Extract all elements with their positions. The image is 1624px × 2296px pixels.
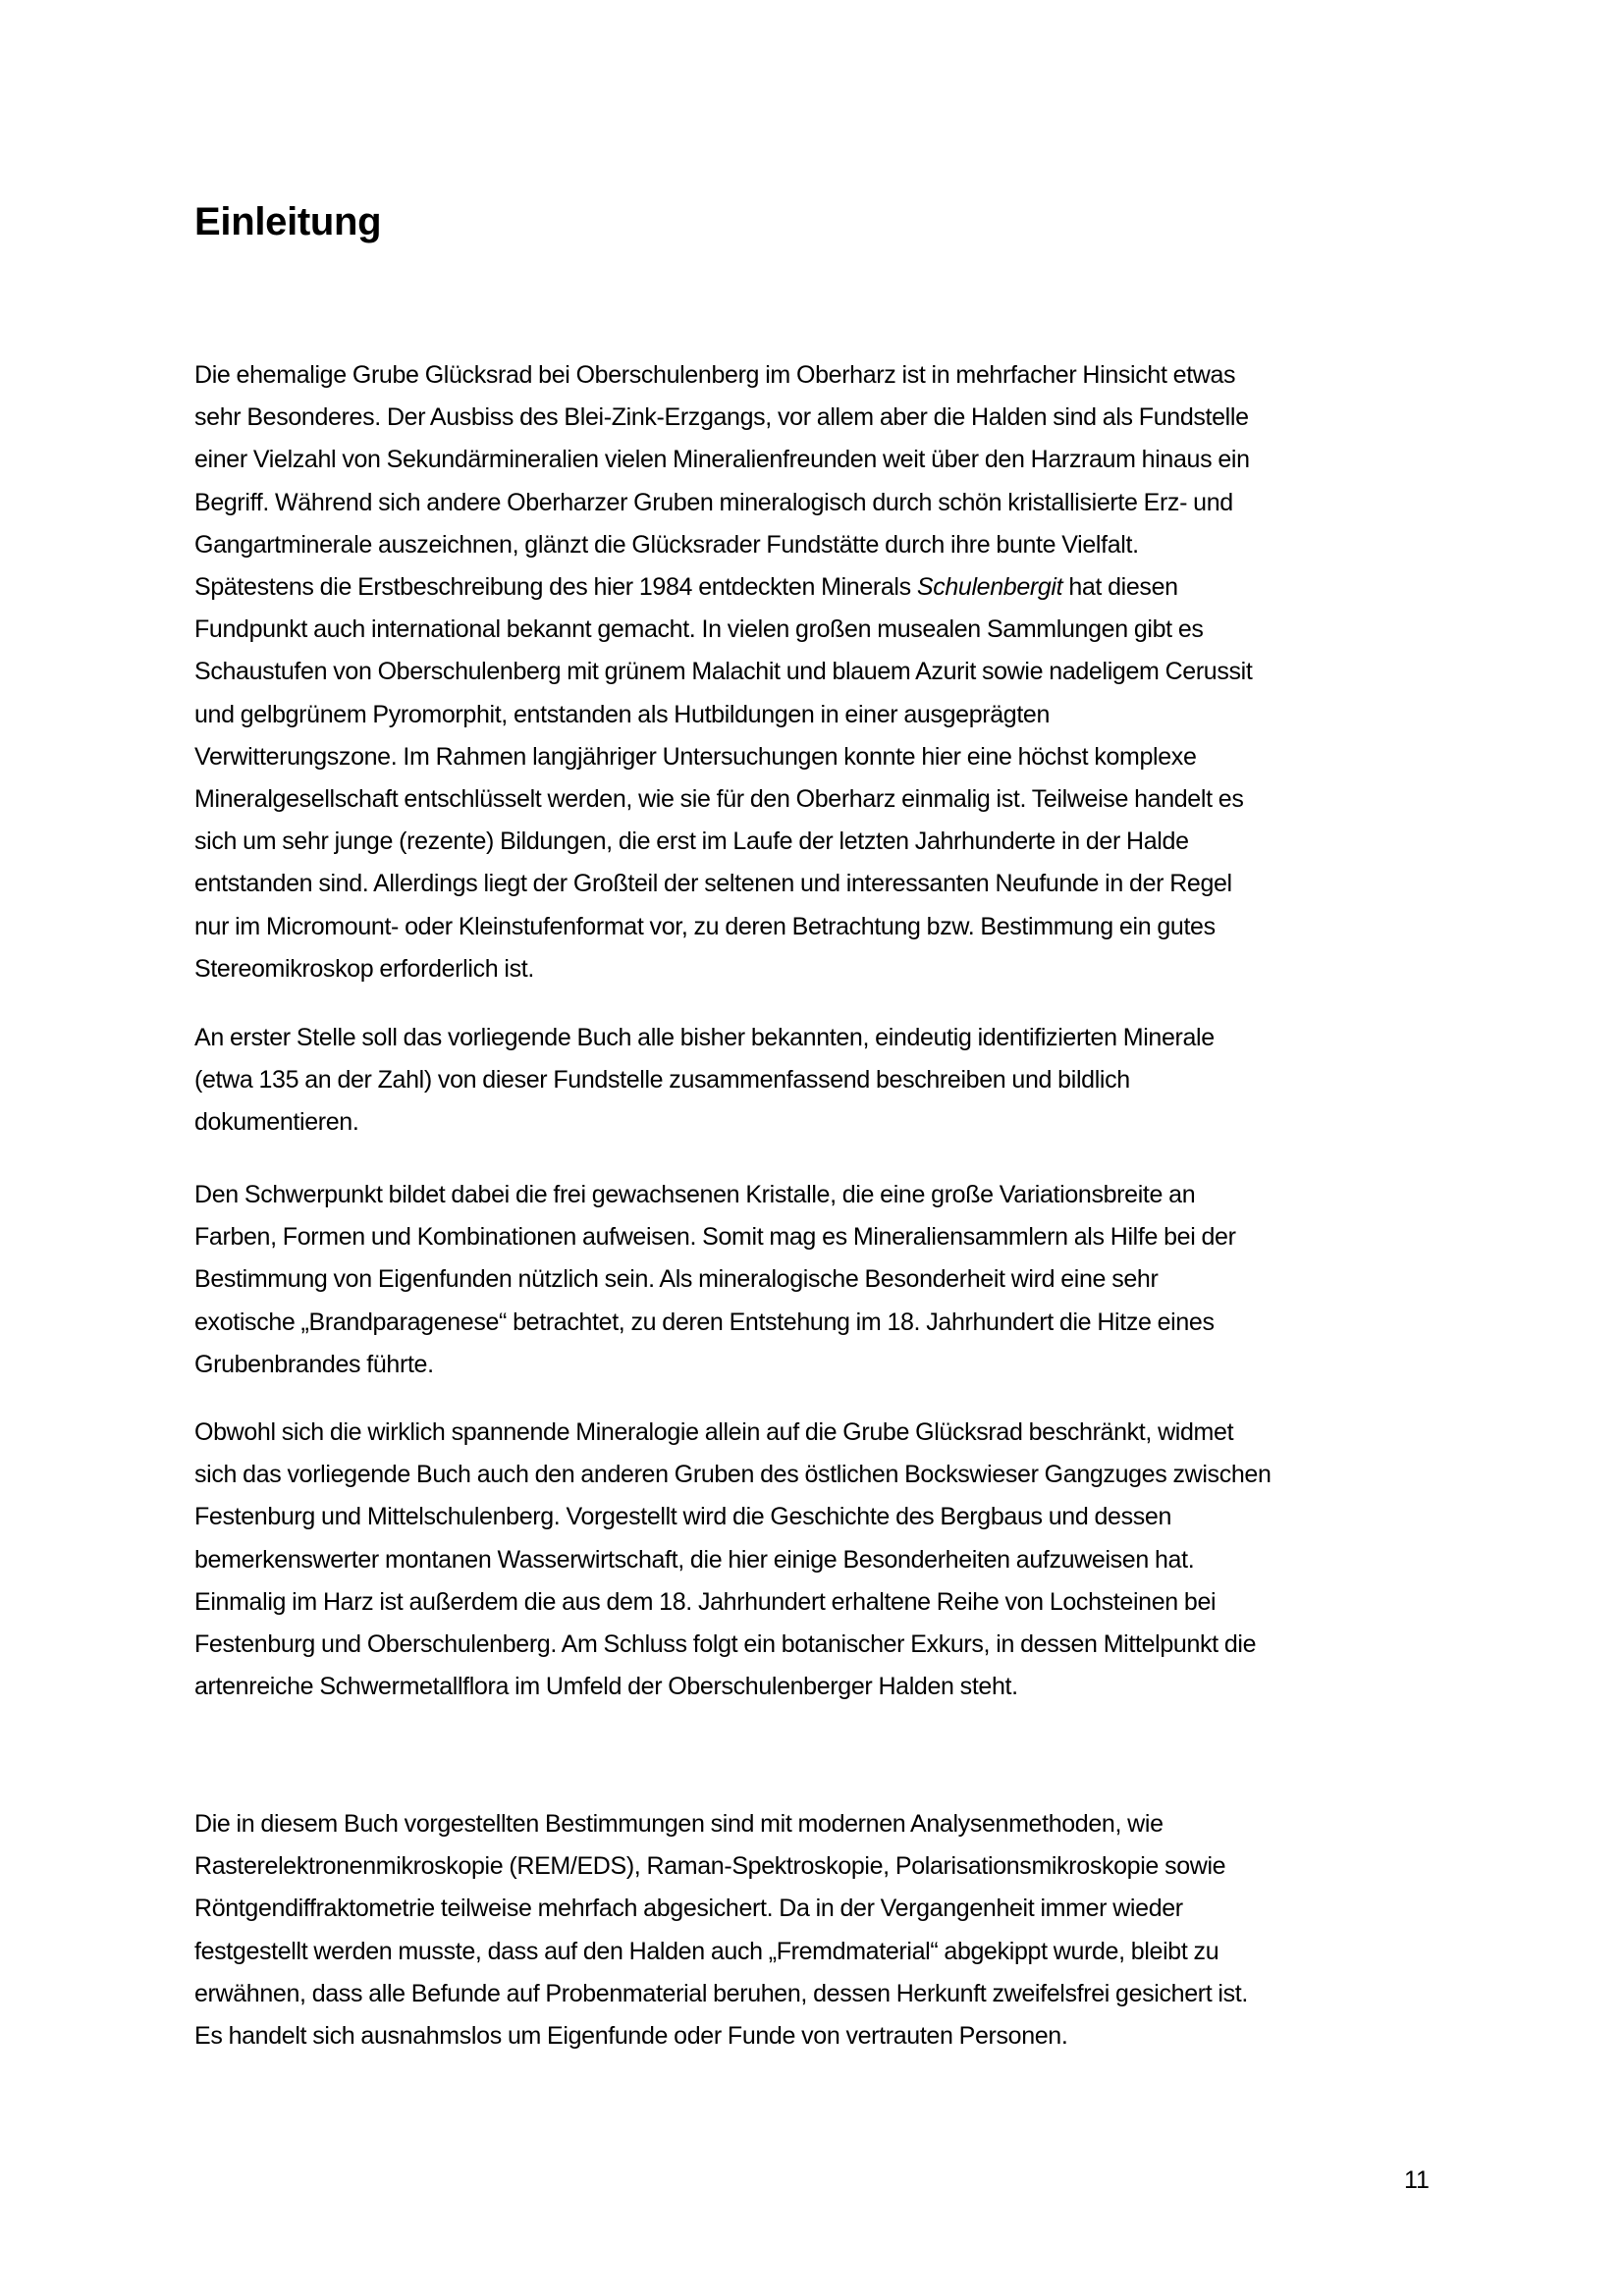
- text-line: Röntgendiffraktometrie teilweise mehrfach abgesichert. Da in der Vergangenheit immer wieder: [194, 1895, 1183, 1923]
- text-line: Festenburg und Oberschulenberg. Am Schluss folgt ein botanischer Exkurs, in dessen Mittelpunkt die: [194, 1630, 1257, 1659]
- text-line: bemerkenswerter montanen Wasserwirtschaft, die hier einige Besonderheiten aufzuweisen hat.: [194, 1545, 1195, 1574]
- text-line: Die ehemalige Grube Glücksrad bei Oberschulenberg im Oberharz ist in mehrfacher Hinsicht etwas: [194, 361, 1236, 389]
- text-line: und gelbgrünem Pyromorphit, entstanden als Hutbildungen in einer ausgeprägten: [194, 700, 1051, 728]
- mineral-name-italic: Schulenbergit: [916, 573, 1063, 602]
- paragraph-methods: [194, 1803, 1451, 2057]
- text-line: exotische „Brandparagenese“ betrachtet, zu deren Entstehung im 18. Jahrhundert die Hitze eines: [194, 1308, 1215, 1336]
- text-line: entstanden sind. Allerdings liegt der Großteil der seltenen und interessanten Neufunde in der Regel: [194, 870, 1232, 898]
- text-line: artenreiche Schwermetallflora im Umfeld der Oberschulenberger Halden steht.: [194, 1673, 1018, 1701]
- paragraph-intro: [194, 354, 1451, 990]
- text-line: Grubenbrandes führte.: [194, 1350, 434, 1378]
- text-line: erwähnen, dass alle Befunde auf Probenmaterial beruhen, dessen Herkunft zweifelsfrei gesichert ist.: [194, 1979, 1248, 2007]
- paragraph-book-purpose: [194, 1017, 1451, 1145]
- text-line: Den Schwerpunkt bildet dabei die frei gewachsenen Kristalle, die eine große Variationsbreite an: [194, 1181, 1196, 1208]
- text-line: Bestimmung von Eigenfunden nützlich sein. Als mineralogische Besonderheit wird eine sehr: [194, 1265, 1159, 1294]
- text-line: sehr Besonderes. Der Ausbiss des Blei-Zink-Erzgangs, vor allem aber die Halden sind als Fundstelle: [194, 403, 1249, 432]
- text-line: Es handelt sich ausnahmslos um Eigenfunde oder Funde von vertrauten Personen.: [194, 2022, 1068, 2051]
- paragraph-focus: [194, 1174, 1451, 1386]
- text-line: Gangartminerale auszeichnen, glänzt die Glücksrader Fundstätte durch ihre bunte Vielfalt.: [194, 530, 1139, 559]
- text-line: nur im Micromount- oder Kleinstufenformat vor, zu deren Betrachtung bzw. Bestimmung ein gutes: [194, 912, 1216, 940]
- text-line: Fundpunkt auch international bekannt gemacht. In vielen großen musealen Sammlungen gibt es: [194, 615, 1204, 644]
- text-line: dokumentieren.: [194, 1108, 359, 1137]
- text-line: Begriff. Während sich andere Oberharzer Gruben mineralogisch durch schön kristallisierte Erz- und: [194, 488, 1233, 516]
- text-line: (etwa 135 an der Zahl) von dieser Fundstelle zusammenfassend beschreiben und bildlich: [194, 1066, 1130, 1095]
- text-line: Schaustufen von Oberschulenberg mit grünem Malachit und blauem Azurit sowie nadeligem Cerussit: [194, 658, 1253, 686]
- text-line: An erster Stelle soll das vorliegende Buch alle bisher bekannten, eindeutig identifizierten Minerale: [194, 1024, 1215, 1051]
- text-line: Einmalig im Harz ist außerdem die aus dem 18. Jahrhundert erhaltene Reihe von Lochsteinen bei: [194, 1587, 1217, 1616]
- text-line: Mineralgesellschaft entschlüsselt werden, wie sie für den Oberharz einmalig ist. Teilweise handelt es: [194, 785, 1244, 814]
- text-line: Stereomikroskop erforderlich ist.: [194, 954, 534, 983]
- text-line: festgestellt werden musste, dass auf den Halden auch „Fremdmaterial“ abgekippt wurde, bleibt zu: [194, 1937, 1219, 1965]
- text-line: Festenburg und Mittelschulenberg. Vorgestellt wird die Geschichte des Bergbaus und dessen: [194, 1503, 1172, 1531]
- text-line: sich um sehr junge (rezente) Bildungen, die erst im Laufe der letzten Jahrhunderte in der Halde: [194, 828, 1189, 856]
- text-line: Farben, Formen und Kombinationen aufweisen. Somit mag es Mineraliensammlern als Hilfe bei der: [194, 1223, 1236, 1252]
- text-line: Die in diesem Buch vorgestellten Bestimmungen sind mit modernen Analysenmethoden, wie: [194, 1810, 1164, 1838]
- page-number: 11: [1404, 2166, 1430, 2194]
- page-title: Einleitung: [194, 200, 382, 243]
- text-line: Verwitterungszone. Im Rahmen langjähriger Untersuchungen konnte hier eine höchst komplexe: [194, 742, 1197, 771]
- text-line: einer Vielzahl von Sekundärmineralien vielen Mineralienfreunden weit über den Harzraum hinaus ein: [194, 446, 1250, 474]
- text-line: sich das vorliegende Buch auch den anderen Gruben des östlichen Bockswieser Gangzuges zwischen: [194, 1461, 1272, 1489]
- text-line: Rasterelektronenmikroskopie (REM/EDS), Raman-Spektroskopie, Polarisationsmikroskopie sowie: [194, 1852, 1226, 1881]
- text-segment: hat diesen: [1062, 573, 1178, 602]
- text-line: Obwohl sich die wirklich spannende Mineralogie allein auf die Grube Glücksrad beschränkt, widmet: [194, 1418, 1234, 1446]
- paragraph-scope: [194, 1412, 1451, 1708]
- text-segment: Spätestens die Erstbeschreibung des hier 1984 entdeckten Minerals: [194, 573, 917, 602]
- text-line: [194, 566, 1451, 609]
